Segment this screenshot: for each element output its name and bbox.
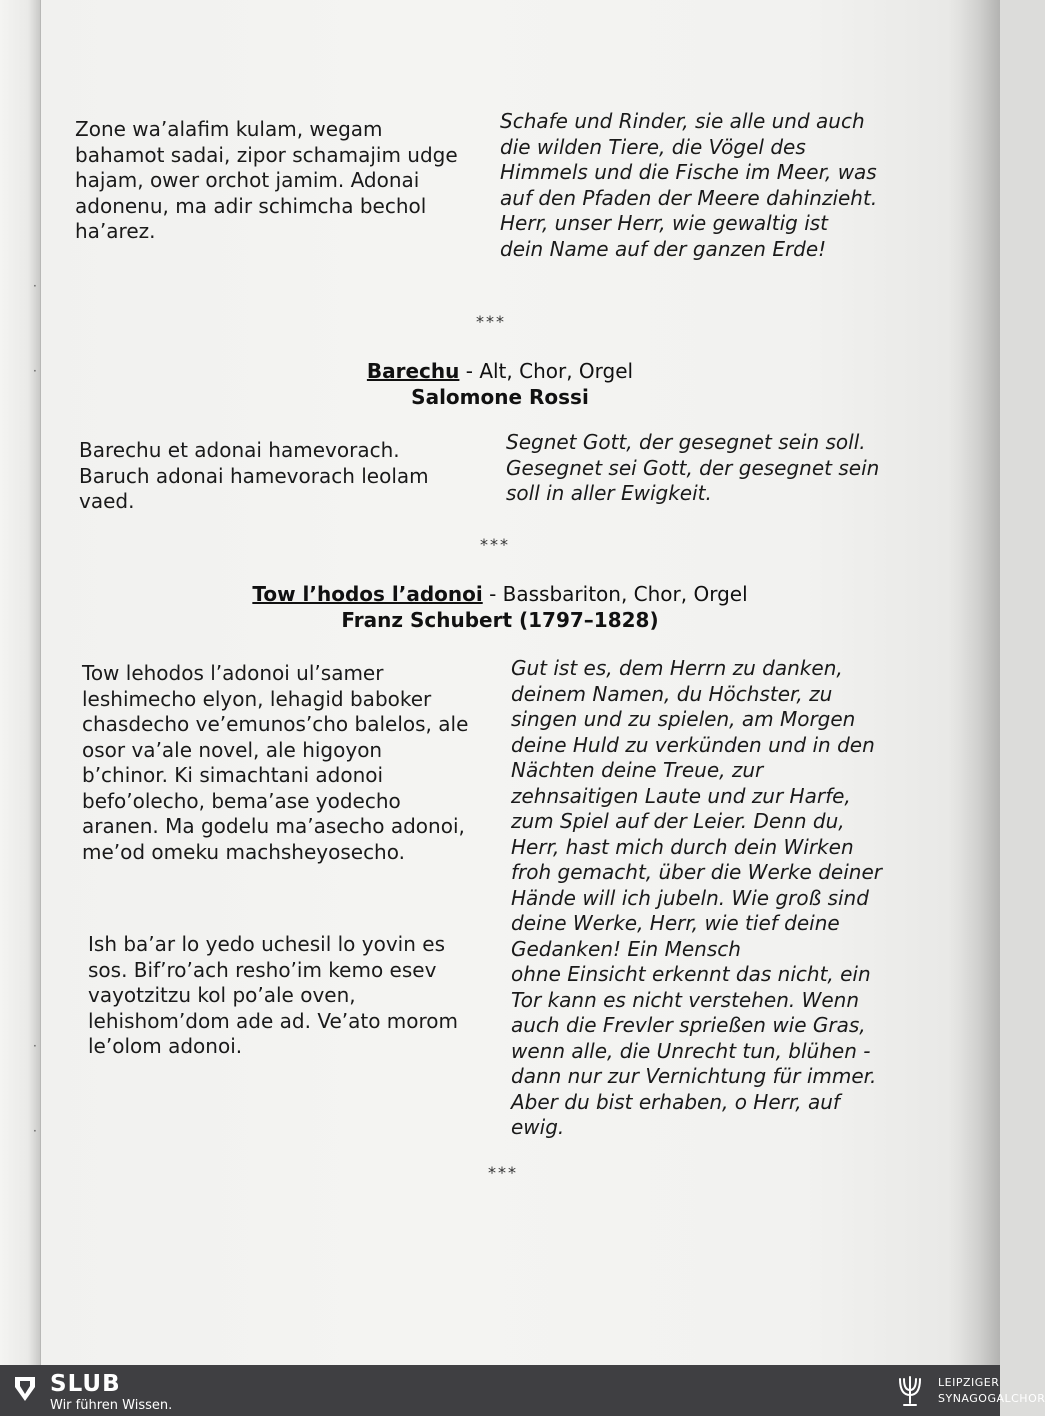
barechu-title-text: Barechu: [366, 359, 460, 383]
staple-mark: ·: [33, 279, 37, 293]
viewer-footer-bar: [0, 1365, 1045, 1416]
psalm-transliteration: Zone wa’alafim kulam, wegam bahamot sadai, zipor schamajim udge hajam, ower orchot jamim. Adonai adonenu, ma adir schimcha bechol ha’arez.: [75, 117, 458, 243]
staple-mark: ·: [33, 1039, 37, 1053]
choir-name-line2: SYNAGOGALCHOR: [938, 1392, 1045, 1405]
page-shadow: [948, 0, 1000, 1365]
tow-german-translation: Gut ist es, dem Herrn zu danken, deinem Namen, du Höchster, zu singen und zu spielen, am Morgen deine Huld zu verkünden und in den Nächten deine Treue, zur zehnsaitigen Laute und zur Harfe, zum Spiel auf der Leier. Denn du, Herr, hast mich durch dein Wirken froh gemacht, über die Werke deiner Hände will ich jubeln. Wie groß sind deine Werke, Herr, wie tief deine Gedanken! Ein Mensch ohne Einsicht erkennt das nicht, ein Tor kann es nicht verstehen. Wenn auch die Frevler sprießen wie Gras, wenn alle, die Unrecht tun, blühen - dann nur zur Vernichtung für immer. Aber du bist erhaben, o Herr, auf ewig.: [511, 656, 882, 1139]
tow-title: [0, 582, 1000, 606]
tow-transliteration-part2: Ish ba’ar lo yedo uchesil lo yovin es sos. Bif’ro’ach resho’im kemo esev vayotzitzu kol po’ale oven, lehishom’dom ade ad. Ve’ato morom le’olom adonoi.: [88, 932, 459, 1058]
slub-tagline: Wir führen Wissen.: [50, 1398, 173, 1413]
separator-stars: ***: [476, 312, 506, 331]
tow-voices: - Bassbariton, Chor, Orgel: [482, 582, 748, 606]
staple-mark: ·: [33, 1124, 37, 1138]
tow-composer: Franz Schubert (1797–1828): [341, 608, 659, 632]
barechu-transliteration: Barechu et adonai hamevorach. Baruch adonai hamevorach leolam vaed.: [79, 438, 429, 513]
separator-stars: ***: [480, 535, 510, 554]
slub-name[interactable]: SLUB: [50, 1371, 121, 1397]
tow-transliteration-part1: Tow lehodos l’adonoi ul’samer leshimecho elyon, lehagid baboker chasdecho ve’emunos’cho balelos, ale osor va’ale novel, ale higoyon b’chinor. Ki simachtani adonoi befo’olecho, bema’ase yodecho aranen. Ma godelu ma’asecho adonoi, me’od omeku machsheyosecho.: [82, 661, 469, 864]
staple-mark: ·: [33, 364, 37, 378]
barechu-title: [0, 359, 1000, 383]
barechu-voices: - Alt, Chor, Orgel: [459, 359, 634, 383]
tow-title-text: Tow l’hodos l’adonoi: [252, 582, 483, 606]
barechu-german-translation: Segnet Gott, der gesegnet sein soll. Gesegnet sei Gott, der gesegnet sein soll in aller Ewigkeit.: [506, 430, 880, 505]
slub-logo-icon: [13, 1375, 37, 1403]
choir-name-line1: LEIPZIGER: [938, 1376, 1000, 1389]
psalm-german-translation: Schafe und Rinder, sie alle und auch die wilden Tiere, die Vögel des Himmels und die Fische im Meer, was auf den Pfaden der Meere dahinzieht. Herr, unser Herr, wie gewaltig ist dein Name auf der ganzen Erde!: [500, 109, 878, 261]
previous-page-edge: [0, 0, 41, 1365]
menorah-logo-icon: [895, 1373, 925, 1409]
separator-stars: ***: [488, 1163, 518, 1182]
barechu-composer: Salomone Rossi: [411, 385, 589, 409]
